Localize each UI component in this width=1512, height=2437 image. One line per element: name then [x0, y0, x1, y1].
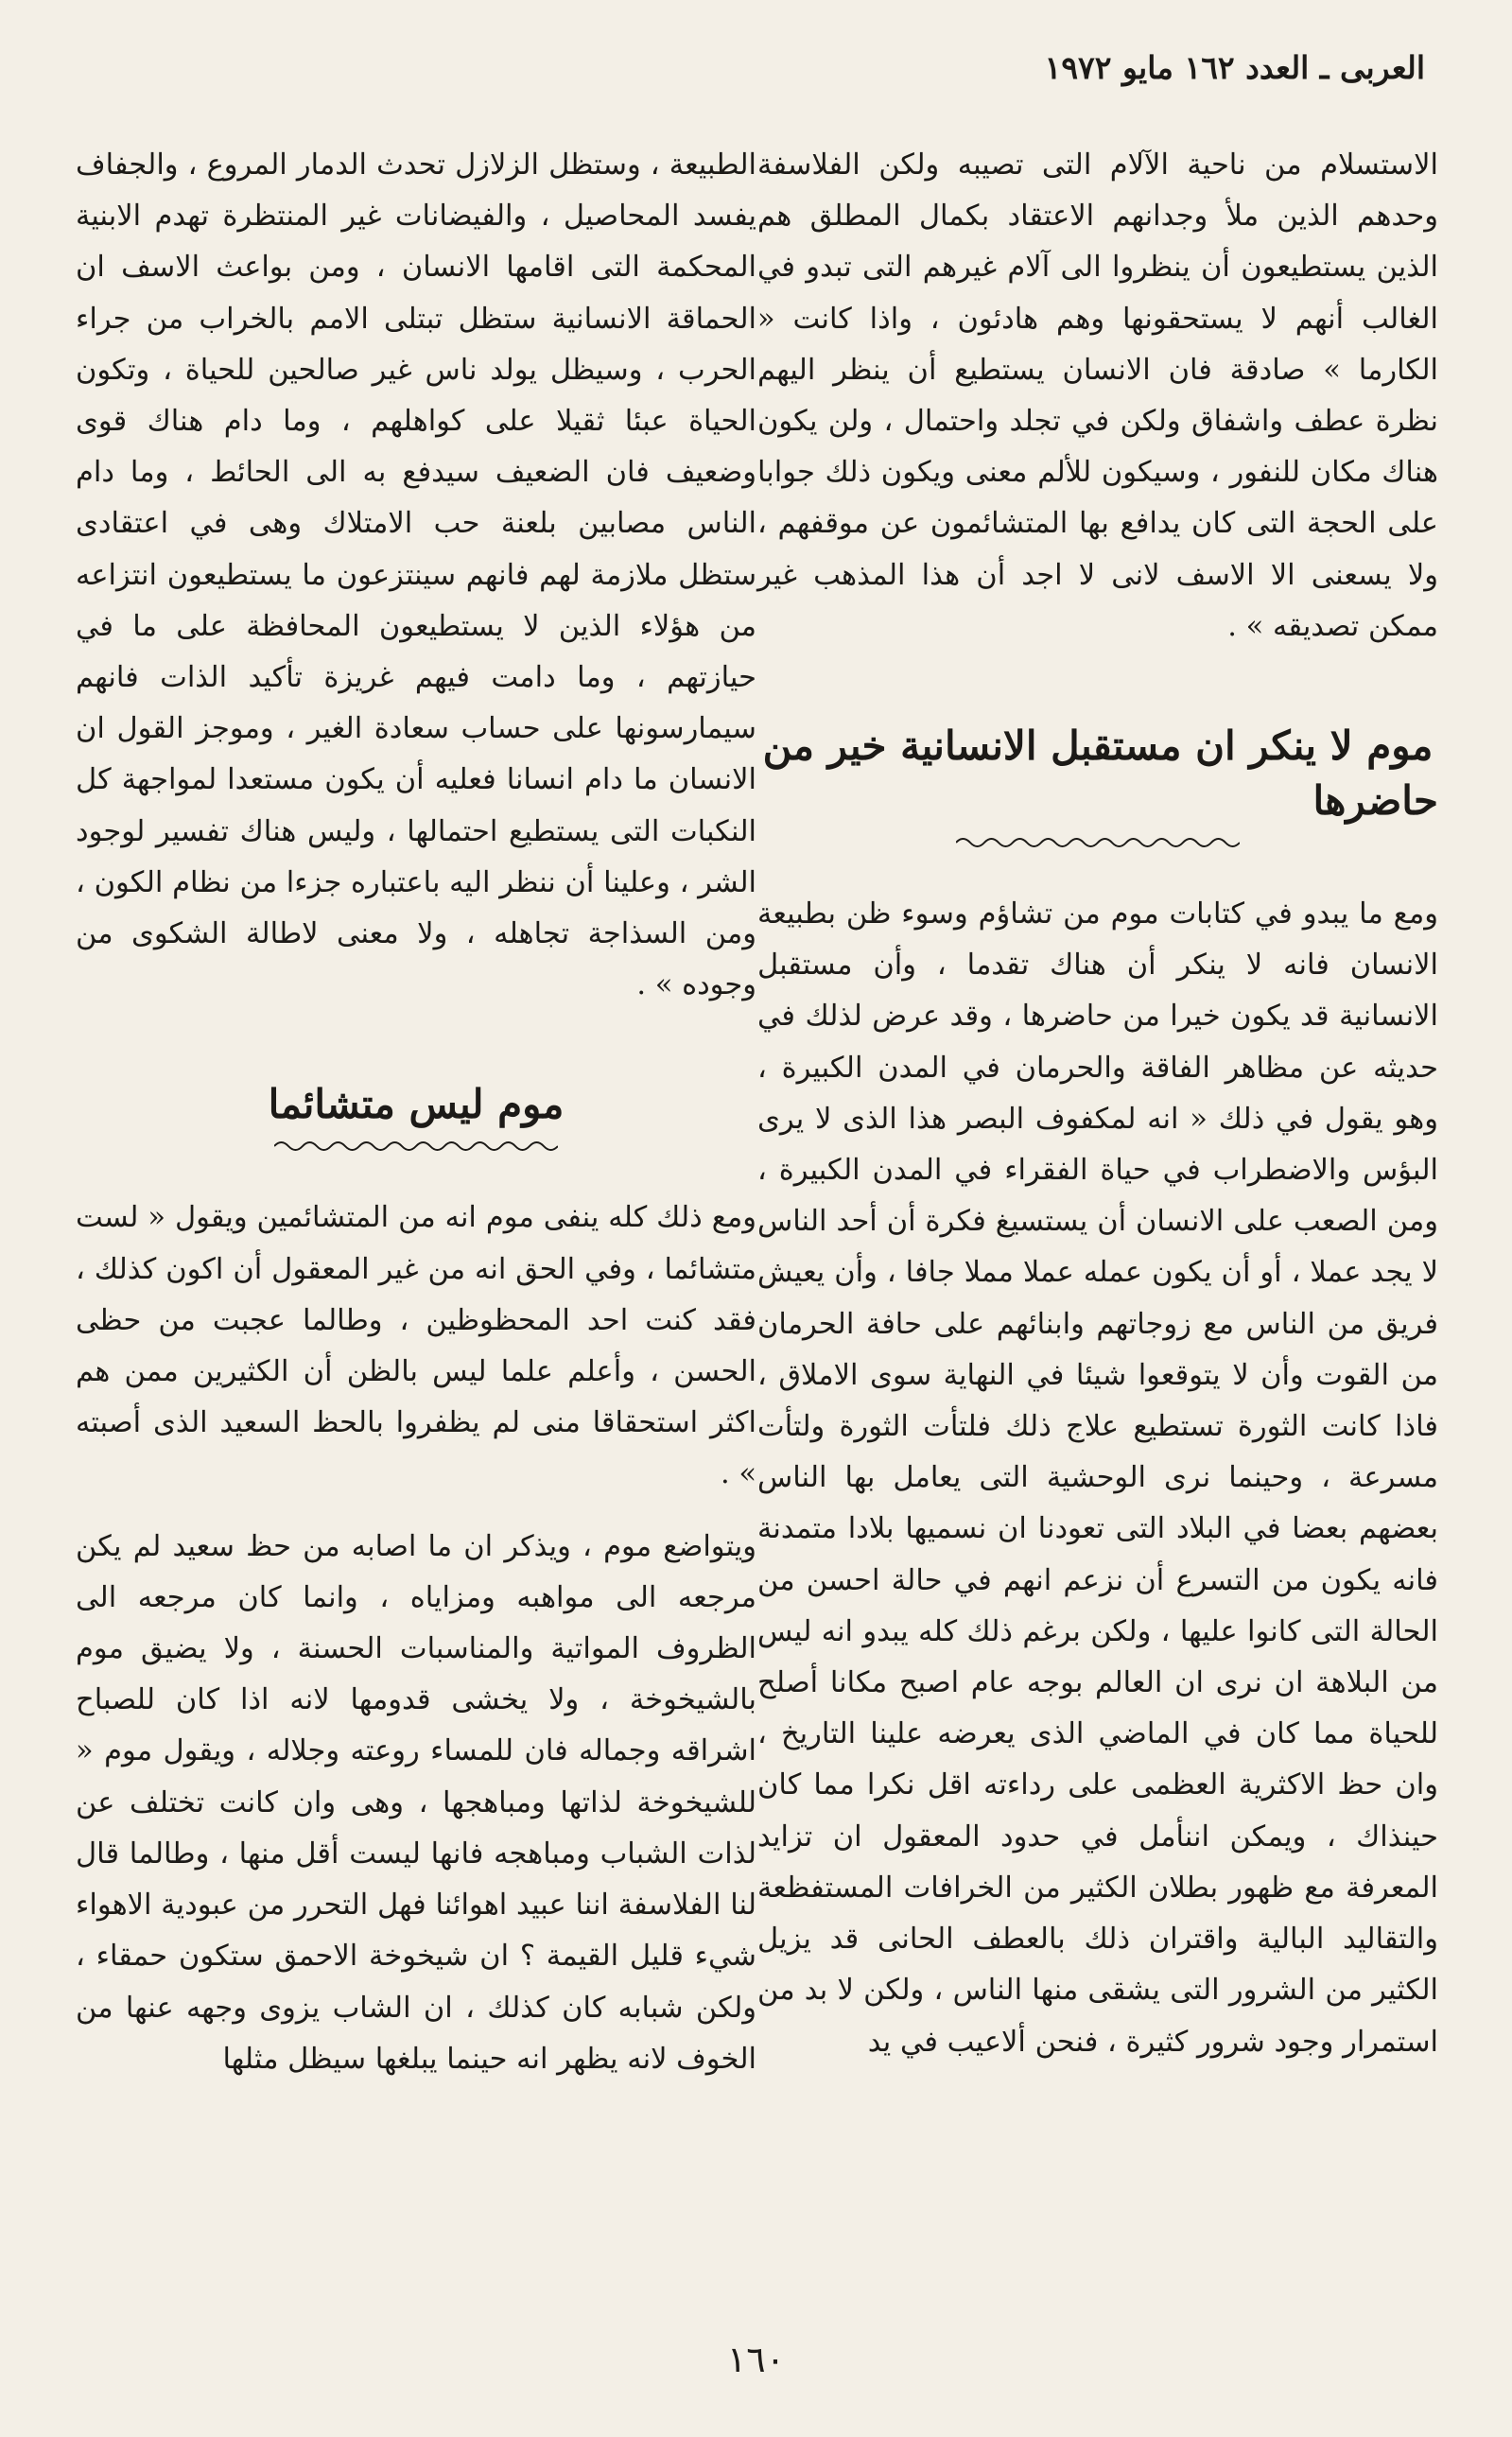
- paragraph: ويتواضع موم ، ويذكر ان ما اصابه من حظ سعيد لم يكن مرجعه الى مواهبه ومزاياه ، وانما كان مرجعه الى الظروف المواتية والمناسبات الحسنة ، ولا يضيق موم بالشيخوخة ، ولا يخشى قدومها لانه اذا كان للصباح اشراقه وجماله فان للمساء روعته وجلاله ، ويقول موم « للشيخوخة لذاتها ومباهجها ، وهى وان كانت تختلف عن لذات الشباب ومباهجه فانها ليست أقل منها ، وطالما قال لنا الفلاسفة اننا عبيد اهوائنا فهل التحرر من عبودية الاهواء شيء قليل القيمة ؟ ان شيخوخة الاحمق ستكون حمقاء ، ولكن شبابه كان كذلك ، ان الشاب يزوى وجهه عنها من الخوف لانه يظهر انه حينما يبلغها سيظل مثلها: [76, 1529, 756, 2076]
- paragraph-gap: [76, 1501, 756, 1522]
- running-header: العربى ـ العدد ١٦٢ مايو ١٩٧٢: [1044, 49, 1425, 86]
- paragraph: الاستسلام من ناحية الآلام التى تصيبه ولكن الفلاسفة وحدهم الذين ملأ وجدانهم الاعتقاد بكمال المطلق هم الذين يستطيعون أن ينظروا الى آلام غيرهم التى تبدو في الغالب أنهم لا يستحقونها وهم هادئون ، واذا كانت « الكارما » صادقة فان الانسان يستطيع أن ينظر اليهم نظرة عطف واشفاق ولكن في تجلد واحتمال ، ولن يكون هناك مكان للنفور ، وسيكون للألم معنى ويكون ذلك جوابا على الحجة التى كان يدافع بها المتشائمون عن موقفهم ، ولا يسعنى الا الاسف لانى لا اجد أن هذا المذهب غير ممكن تصديقه » .: [757, 148, 1438, 643]
- paragraph: ومع ما يبدو في كتابات موم من تشاؤم وسوء ظن بطبيعة الانسان فانه لا ينكر أن هناك تقدما ، وأن مستقبل الانسانية قد يكون خيرا من حاضرها ، وقد عرض لذلك في حديثه عن مظاهر الفاقة والحرمان في المدن الكبيرة ، وهو يقول في ذلك « انه لمكفوف البصر هذا الذى لا يرى البؤس والاضطراب في حياة الفقراء في المدن الكبيرة ، ومن الصعب على الانسان أن يستسيغ فكرة أن أحد الناس لا يجد عملا ، أو أن يكون عمله عملا مملا جافا ، وأن يعيش فريق من الناس مع زوجاتهم وابنائهم على حافة الحرمان من القوت وأن لا يتوقعوا شيئا في النهاية سوى الاملاق ، فاذا كانت الثورة تستطيع علاج ذلك فلتأت الثورة ولتأت مسرعة ، وحينما نرى الوحشية التى يعامل بها الناس بعضهم بعضا في البلاد التى تعودنا ان نسميها بلادا متمدنة فانه يكون من التسرع أن نزعم انهم في حالة احسن من الحالة التى كانوا عليها ، ولكن برغم ذلك كله يبدو انه ليس من البلاهة ان نرى ان العالم بوجه عام اصبح مكانا أصلح للحياة مما كان في الماضي الذى يعرضه علينا التاريخ ، وان حظ الاكثرية العظمى على رداءته اقل نكرا مما كان حينذاك ، ويمكن اننأمل في حدود المعقول ان تزايد المعرفة مع ظهور بطلان الكثير من الخرافات المستفظعة والتقاليد البالية واقتران ذلك بالعطف الحانى قد يزيل الكثير من الشرور التى يشقى منها الناس ، ولكن لا بد من استمرار وجود شرور كثيرة ، فنحن ألاعيب في يد: [757, 897, 1438, 2059]
- paragraph: الطبيعة ، وستظل الزلازل تحدث الدمار المروع ، والجفاف يفسد المحاصيل ، والفيضانات غير المنتظرة تهدم الابنية المحكمة التى اقامها الانسان ، ومن بواعث الاسف ان الحماقة الانسانية ستظل تبتلى الامم بالخراب من جراء الحرب ، وسيظل يولد ناس غير صالحين للحياة ، وتكون الحياة عبئا ثقيلا على كواهلهم ، وما دام هناك قوى وضعيف فان الضعيف سيدفع به الى الحائط ، وما دام الناس مصابين بلعنة حب الامتلاك وهى في اعتقادى ستظل ملازمة لهم فانهم سينتزعون ما يستطيعون انتزاعه من هؤلاء الذين لا يستطيعون المحافظة على ما في حيازتهم ، وما دامت فيهم غريزة تأكيد الذات فانهم سيمارسونها على حساب سعادة الغير ، وموجز القول ان الانسان ما دام انسانا فعليه أن يكون مستعدا لمواجهة كل النكبات التى يستطيع احتمالها ، وليس هناك تفسير لوجود الشر ، وعلينا أن ننظر اليه باعتباره جزءا من نظام الكون ، ومن السذاجة تجاهله ، ولا معنى لاطالة الشكوى من وجوده » .: [76, 148, 756, 1002]
- right-column: [757, 140, 1438, 2068]
- section-heading: موم ليس متشائما: [268, 1081, 565, 1128]
- page-number: ١٦٠: [726, 2339, 786, 2380]
- decorative-underline: [274, 1138, 558, 1155]
- decorative-underline: [956, 834, 1240, 851]
- paragraph: ومع ذلك كله ينفى موم انه من المتشائمين ويقول « لست متشائما ، وفي الحق انه من غير المعقول أن اكون كذلك ، فقد كنت احد المحظوظين ، وطالما عجبت من حظى الحسن ، وأعلم علما ليس بالظن أن الكثيرين ممن هم اكثر استحقاقا منى لم يظفروا بالحظ السعيد الذى أصبته » .: [76, 1201, 756, 1491]
- section-heading: موم لا ينكر ان مستقبل الانسانية خير من حاضرها: [762, 722, 1438, 825]
- left-column: [76, 140, 756, 2085]
